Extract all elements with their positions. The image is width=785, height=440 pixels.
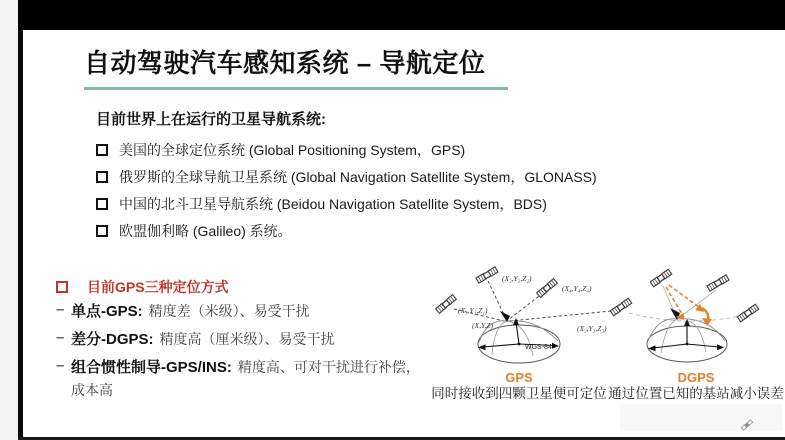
- mode-term: 差分-DGPS:: [71, 331, 154, 348]
- base-station-icon: [670, 308, 680, 320]
- list-item-label: 欧盟伽利略 (Galileo) 系统。: [119, 222, 292, 239]
- satellite-icon: [737, 304, 758, 322]
- dgps-caption-block: [601, 370, 785, 402]
- mode-item: [71, 356, 425, 401]
- square-bullet-icon: [56, 281, 68, 293]
- viewer-left-gutter: [0, 0, 18, 440]
- satellite-icon: [610, 298, 631, 316]
- receiver-coord-label: (X,Y,Z): [472, 321, 493, 330]
- mode-term: 组合惯性制导-GPS/INS:: [71, 359, 232, 376]
- list-item-label: 美国的全球定位系统 (Global Positioning System，GPS): [119, 141, 466, 158]
- gps-modes-heading-label: 目前GPS三种定位方式: [87, 279, 229, 295]
- list-item-label: 俄罗斯的全球导航卫星系统 (Global Navigation Satellite System，GLONASS): [119, 168, 597, 185]
- dash-bullet: –: [56, 357, 65, 374]
- tiny-satellite-icon: [735, 416, 759, 434]
- list-item: [96, 190, 597, 217]
- letterbox-top-bar: [18, 0, 785, 30]
- satellite-icon: [707, 275, 729, 291]
- nav-systems-list: [96, 136, 597, 244]
- list-item: [96, 217, 597, 244]
- square-bullet-icon: [96, 144, 108, 156]
- dash-bullet: –: [56, 329, 65, 346]
- dgps-label: DGPS: [677, 370, 715, 385]
- square-bullet-icon: [96, 198, 108, 210]
- list-item-label: 中国的北斗卫星导航系统 (Beidou Navigation Satellite System，BDS): [119, 195, 547, 212]
- mode-desc: 精度高（厘米级）、易受干扰: [159, 331, 335, 347]
- sat3-coord-label: (X₃,Y₃,Z₃): [577, 324, 607, 333]
- sat1-coord-label: (X₁,Y₁,Z₁): [458, 306, 488, 315]
- square-bullet-icon: [96, 171, 108, 183]
- satellite-icon: [436, 295, 457, 314]
- mode-desc: 精度高、可对干扰进行补偿，成本高: [71, 359, 420, 398]
- sat2-coord-label: (X₂,Y₂,Z₂): [502, 274, 532, 283]
- mode-desc: 精度差（米级）、易受干扰: [148, 303, 310, 319]
- satellite-icon: [650, 269, 671, 287]
- title-underline: [84, 87, 508, 90]
- wgs84-label: WGS-84: [525, 344, 552, 351]
- square-bullet-icon: [96, 225, 108, 237]
- gps-diagram: [436, 267, 632, 363]
- mode-term: 单点-GPS:: [71, 303, 143, 320]
- dash-bullet: –: [56, 301, 65, 318]
- dgps-diagram: [629, 269, 759, 362]
- satellite-icon: [537, 279, 558, 298]
- gps-modes-heading: [56, 277, 229, 297]
- slide-canvas: [23, 30, 785, 437]
- list-item: [96, 163, 597, 190]
- list-item: [96, 136, 597, 163]
- gps-label: GPS: [505, 370, 533, 385]
- mode-item: [71, 300, 425, 323]
- satellite-icon: [476, 267, 498, 283]
- sat4-coord-label: (X₄,Y₄,Z₄): [562, 284, 592, 293]
- intro-heading: 目前世界上在运行的卫星导航系统:: [96, 111, 326, 128]
- mode-item: [71, 328, 425, 351]
- page-title: 自动驾驶汽车感知系统 – 导航定位: [84, 48, 486, 78]
- gps-caption: 同时接收到四颗卫星便可定位: [431, 386, 607, 401]
- dgps-caption: 通过位置已知的基站减小误差: [608, 386, 784, 401]
- gps-caption-block: [430, 370, 608, 402]
